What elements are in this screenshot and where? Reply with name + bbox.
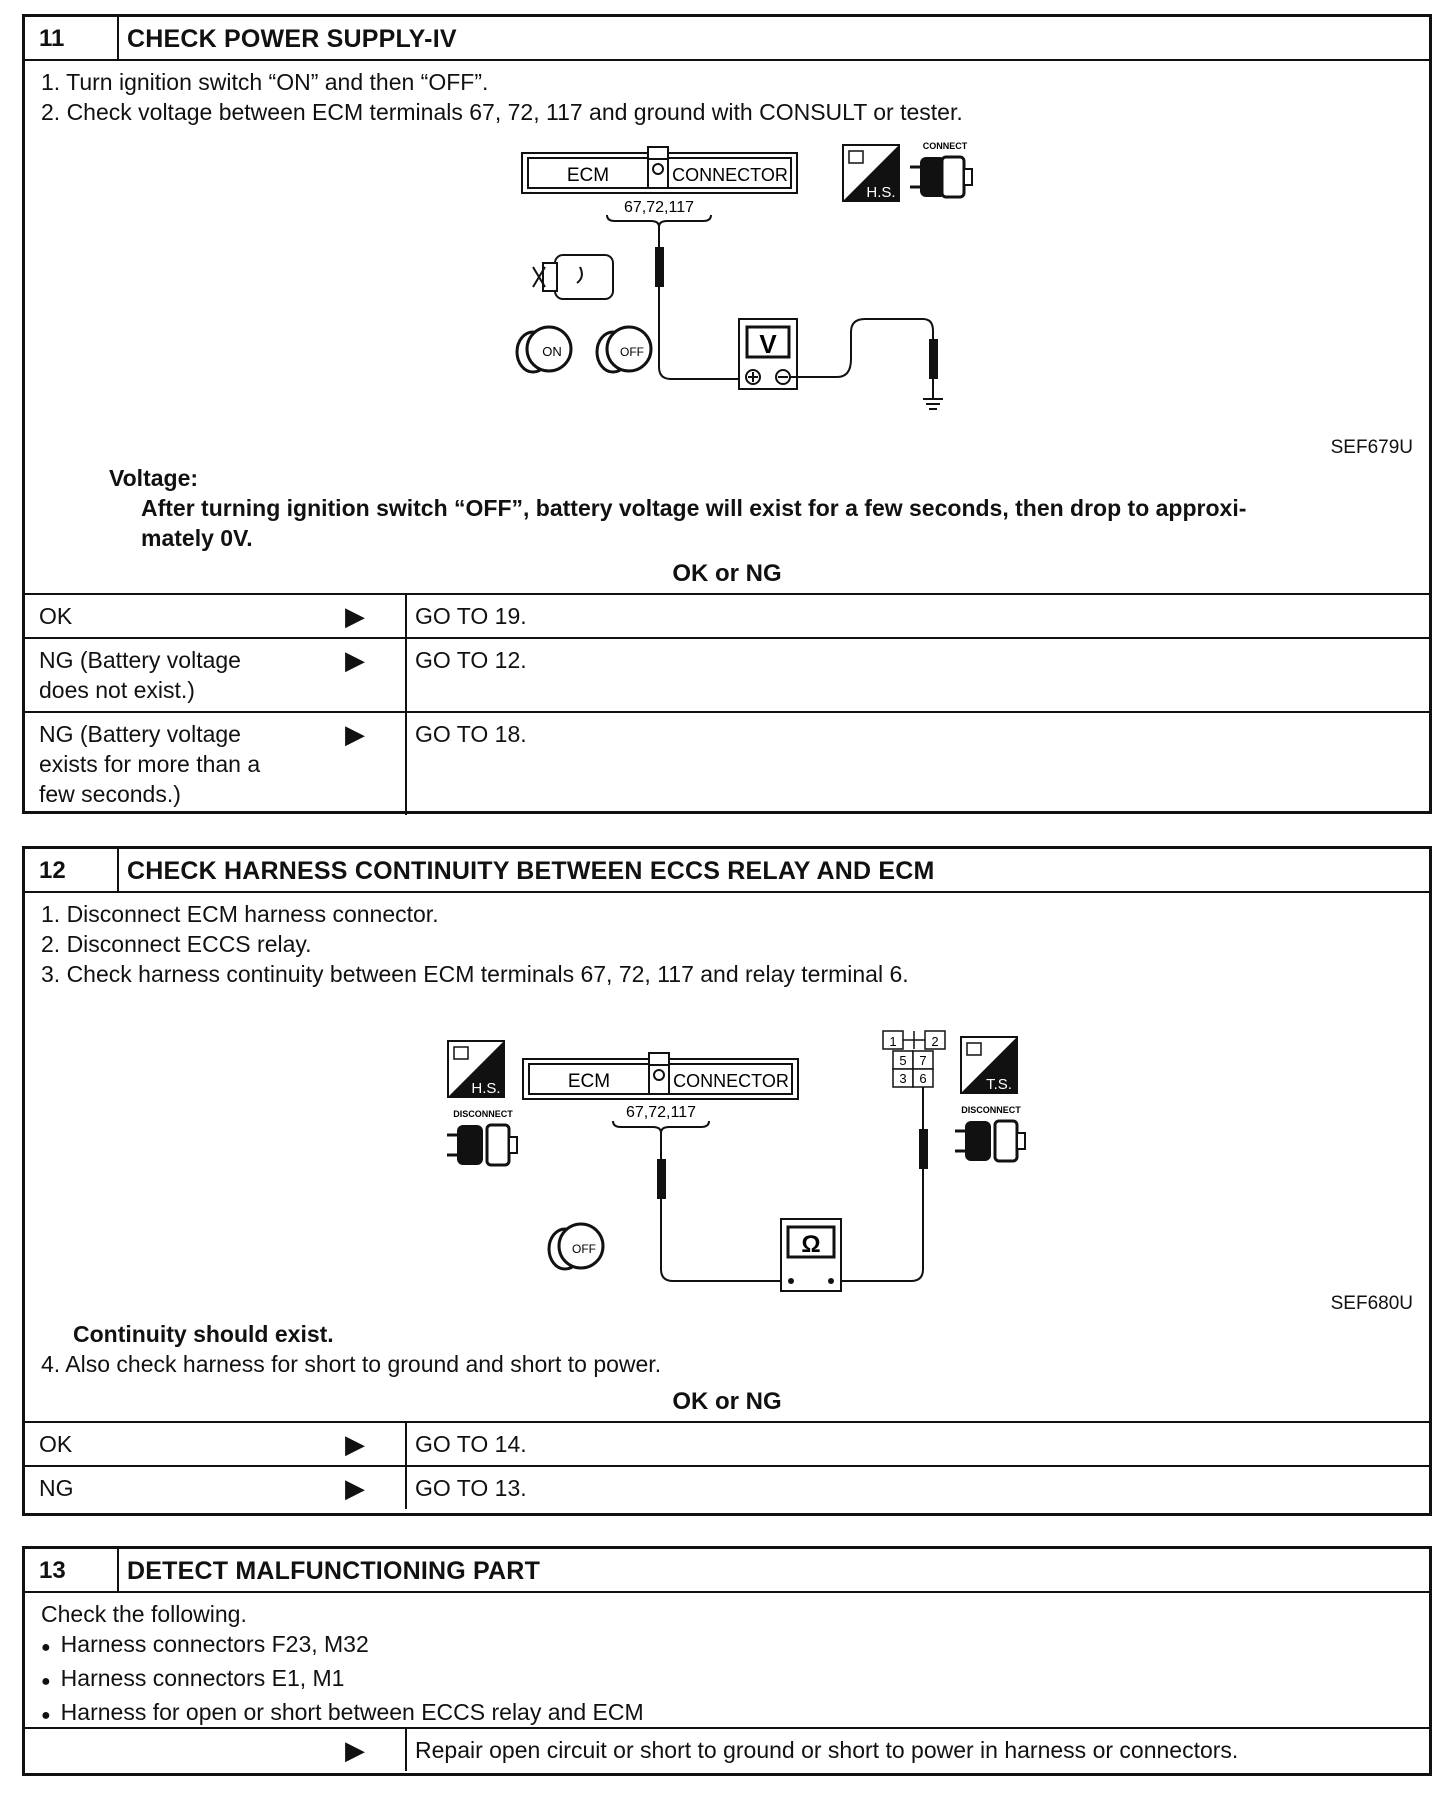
step-title: CHECK HARNESS CONTINUITY BETWEEN ECCS RELAY AND ECM <box>127 857 935 885</box>
ecm-connector <box>522 147 797 193</box>
step-11-block <box>22 14 1432 814</box>
disconnect-label: DISCONNECT <box>453 1109 513 1119</box>
hs-label: H.S. <box>866 184 896 201</box>
result-condition <box>25 1423 345 1465</box>
condition-line: NG <box>39 1475 74 1501</box>
result-text: After turning ignition switch “OFF”, battery voltage will exist for a few seconds, then drop to approxi- <box>141 495 1247 521</box>
voltmeter-probe-positive <box>655 227 749 379</box>
arrow-icon: ▶ <box>345 713 407 815</box>
step-13-block <box>22 1546 1432 1776</box>
result-action: GO TO 14. <box>415 1431 527 1457</box>
ecm-label: ECM <box>567 1071 611 1092</box>
arrow-icon: ▶ <box>345 639 407 711</box>
result-text-continued: mately 0V. <box>141 525 253 551</box>
ok-or-ng-heading: OK or NG <box>672 560 782 587</box>
step-number: 11 <box>25 17 119 59</box>
result-action: Repair open circuit or short to ground or short to power in harness or connectors. <box>415 1737 1239 1763</box>
result-action: GO TO 12. <box>415 647 527 673</box>
instruction-item: 3. Check harness continuity between ECM terminals 67, 72, 117 and relay terminal 6. <box>41 961 909 987</box>
hs-label: H.S. <box>471 1080 501 1097</box>
step-number: 12 <box>25 849 119 891</box>
result-row <box>25 711 1429 815</box>
instruction-item: 1. Disconnect ECM harness connector. <box>41 901 439 927</box>
key-off-label: OFF <box>620 345 644 359</box>
relay-pin-label: 1 <box>889 1034 897 1049</box>
result-row <box>25 593 1429 637</box>
result-condition <box>25 1467 345 1509</box>
step-header <box>25 17 1429 61</box>
ecm-label: ECM <box>566 165 610 186</box>
bullet-icon: ● <box>41 1673 51 1690</box>
ecm-connector <box>523 1053 798 1099</box>
instruction-item: 4. Also check harness for short to ground and short to power. <box>41 1351 662 1377</box>
condition-line: exists for more than a <box>39 751 261 777</box>
connect-label: CONNECT <box>922 141 968 151</box>
bullet-icon: ● <box>41 1707 51 1724</box>
condition-line: OK <box>39 1431 73 1457</box>
condition-line: does not exist.) <box>39 677 195 703</box>
result-condition <box>25 639 345 711</box>
disconnect-icon <box>955 1105 1025 1161</box>
ignition-key-off-icon <box>549 1224 603 1269</box>
hood-service-icon <box>448 1041 504 1097</box>
meter-symbol: Ω <box>801 1231 821 1258</box>
relay-connector <box>883 1031 945 1087</box>
voltmeter-icon <box>739 319 797 389</box>
ohmmeter-probe-ecm <box>657 1133 787 1281</box>
instruction-item: 2. Check voltage between ECM terminals 67, 72, 117 and ground with CONSULT or tester. <box>41 99 963 125</box>
result-action: GO TO 19. <box>415 603 527 629</box>
figure-id: SEF679U <box>1330 437 1413 458</box>
connector-label: CONNECTOR <box>673 1071 789 1091</box>
result-row <box>25 1465 1429 1509</box>
expected-result <box>25 463 1429 553</box>
continuity-check-diagram <box>25 989 1429 1319</box>
step-12-block <box>22 846 1432 1516</box>
ignition-key-off-icon <box>597 327 651 372</box>
check-intro: Check the following. <box>41 1601 247 1627</box>
check-item-text: Harness for open or short between ECCS relay and ECM <box>60 1699 644 1725</box>
instruction-item: 1. Turn ignition switch “ON” and then “OFF”. <box>41 69 489 95</box>
step-header <box>25 849 1429 893</box>
step-number: 13 <box>25 1549 119 1591</box>
check-item-text: Harness connectors E1, M1 <box>60 1665 345 1691</box>
instruction-item: 2. Disconnect ECCS relay. <box>41 931 312 957</box>
result-condition <box>25 1729 345 1771</box>
disconnect-icon <box>447 1109 517 1165</box>
engine-running-icon <box>533 255 613 299</box>
meter-symbol: V <box>759 329 777 359</box>
result-condition <box>25 713 345 815</box>
terminal-numbers: 67,72,117 <box>624 199 694 216</box>
expected-result <box>25 1319 1429 1349</box>
disconnect-label: DISCONNECT <box>961 1105 1021 1115</box>
check-item <box>41 1663 1413 1697</box>
voltage-check-diagram <box>25 127 1429 463</box>
result-row <box>25 637 1429 711</box>
key-on-label: ON <box>542 344 562 359</box>
bullet-icon: ● <box>41 1639 51 1656</box>
ts-label: T.S. <box>986 1076 1012 1093</box>
connect-icon <box>910 141 972 197</box>
result-text: Continuity should exist. <box>73 1321 334 1347</box>
relay-pin-label: 7 <box>919 1053 927 1068</box>
hood-service-icon <box>843 145 899 201</box>
step-header <box>25 1549 1429 1593</box>
step-title: CHECK POWER SUPPLY-IV <box>127 25 457 53</box>
terminal-numbers: 67,72,117 <box>626 1104 696 1121</box>
check-item-text: Harness connectors F23, M32 <box>60 1631 369 1657</box>
condition-line: few seconds.) <box>39 781 181 807</box>
result-row <box>25 1727 1429 1771</box>
check-item <box>41 1697 1413 1731</box>
relay-pin-label: 2 <box>931 1034 939 1049</box>
result-condition <box>25 595 345 637</box>
ground-probe <box>790 319 943 409</box>
arrow-icon: ▶ <box>345 1467 407 1509</box>
relay-pin-label: 5 <box>899 1053 907 1068</box>
condition-line: NG (Battery voltage <box>39 721 241 747</box>
ok-or-ng-heading: OK or NG <box>672 1388 782 1415</box>
instruction-list <box>25 893 1429 989</box>
relay-pin-label: 3 <box>899 1071 907 1086</box>
arrow-icon: ▶ <box>345 595 407 637</box>
connector-label: CONNECTOR <box>672 165 788 185</box>
ignition-key-on-icon <box>517 327 571 372</box>
result-label: Voltage: <box>109 465 199 491</box>
ohmmeter-icon <box>781 1219 841 1291</box>
result-row <box>25 1421 1429 1465</box>
instruction-list <box>25 61 1429 127</box>
result-action: GO TO 13. <box>415 1475 527 1501</box>
check-item <box>41 1629 1413 1663</box>
condition-line: OK <box>39 603 73 629</box>
figure-id: SEF680U <box>1330 1293 1413 1314</box>
arrow-icon: ▶ <box>345 1729 407 1771</box>
key-off-label: OFF <box>572 1242 596 1256</box>
result-action: GO TO 18. <box>415 721 527 747</box>
arrow-icon: ▶ <box>345 1423 407 1465</box>
relay-pin-label: 6 <box>919 1071 927 1086</box>
condition-line: NG (Battery voltage <box>39 647 241 673</box>
check-list <box>25 1593 1429 1727</box>
trunk-service-icon <box>961 1037 1017 1093</box>
step-title: DETECT MALFUNCTIONING PART <box>127 1557 541 1585</box>
